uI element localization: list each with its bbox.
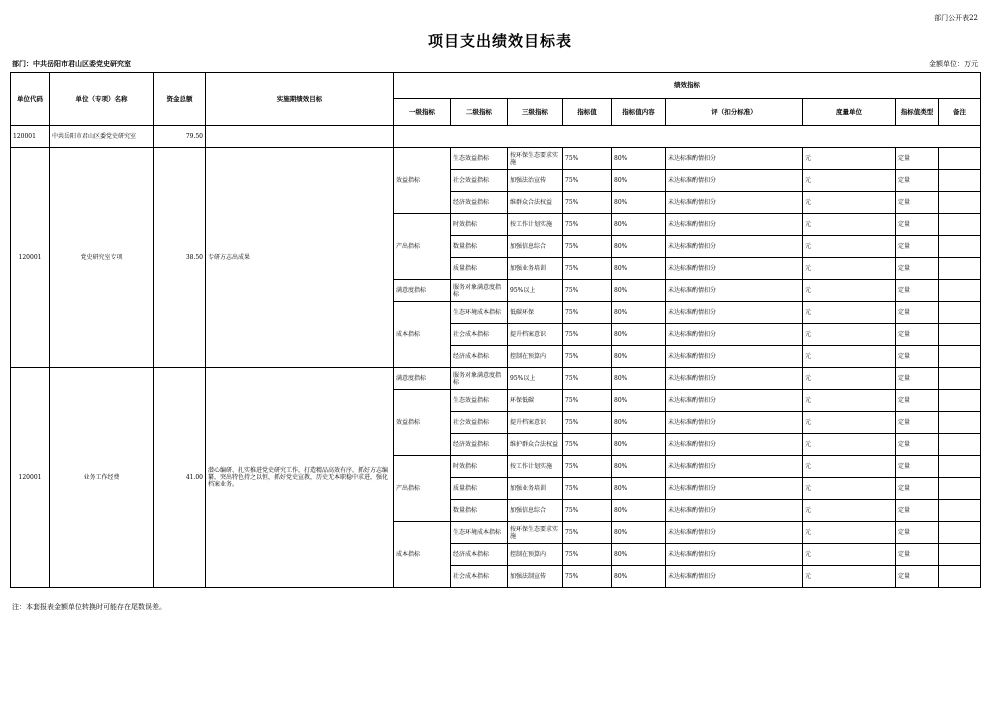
value-type: 定量 <box>896 522 939 544</box>
measure-unit: 元 <box>803 258 896 280</box>
value-type: 定量 <box>896 346 939 368</box>
measure-unit: 元 <box>803 478 896 500</box>
header-level3: 三级指标 <box>508 99 563 126</box>
scoring-standard: 未达标准酌情扣分 <box>666 280 803 302</box>
scoring-standard: 未达标准酌情扣分 <box>666 236 803 258</box>
header-level1: 一级指标 <box>394 99 451 126</box>
level1-indicator: 效益指标 <box>394 148 451 214</box>
scoring-standard: 未达标准酌情扣分 <box>666 566 803 588</box>
remark-cell <box>939 434 981 456</box>
indicator-value: 75% <box>563 434 612 456</box>
header-remark: 备注 <box>939 99 981 126</box>
project-code: 120001 <box>11 368 50 588</box>
measure-unit: 元 <box>803 148 896 170</box>
scoring-standard: 未达标准酌情扣分 <box>666 456 803 478</box>
project-code: 120001 <box>11 148 50 368</box>
indicator-value-content: 80% <box>612 170 666 192</box>
header-indicators: 绩效指标 <box>394 73 981 99</box>
scoring-standard: 未达标准酌情扣分 <box>666 544 803 566</box>
remark-cell <box>939 148 981 170</box>
scoring-standard: 未达标准酌情扣分 <box>666 258 803 280</box>
level3-indicator: 环保低碳 <box>508 390 563 412</box>
level2-indicator: 数量指标 <box>451 236 508 258</box>
level1-indicator: 产出指标 <box>394 456 451 522</box>
level1-indicator: 产出指标 <box>394 214 451 280</box>
summary-name: 中共岳阳市君山区委党史研究室 <box>50 126 154 148</box>
indicator-value-content: 80% <box>612 522 666 544</box>
remark-cell <box>939 280 981 302</box>
scoring-standard: 未达标准酌情扣分 <box>666 192 803 214</box>
value-type: 定量 <box>896 214 939 236</box>
scoring-standard: 未达标准酌情扣分 <box>666 170 803 192</box>
level1-indicator: 满意度指标 <box>394 280 451 302</box>
level2-indicator: 社会成本指标 <box>451 566 508 588</box>
measure-unit: 元 <box>803 522 896 544</box>
measure-unit: 元 <box>803 544 896 566</box>
header-value-content: 指标值内容 <box>612 99 666 126</box>
measure-unit: 元 <box>803 566 896 588</box>
remark-cell <box>939 522 981 544</box>
value-type: 定量 <box>896 500 939 522</box>
indicator-value: 75% <box>563 192 612 214</box>
header-unit-name: 单位（专项）名称 <box>50 73 154 126</box>
level2-indicator: 社会效益指标 <box>451 412 508 434</box>
indicator-value-content: 80% <box>612 500 666 522</box>
remark-cell <box>939 302 981 324</box>
project-amount: 38.50 <box>154 148 206 368</box>
header-value-type: 指标值类型 <box>896 99 939 126</box>
level3-indicator: 按环保生态要求实施 <box>508 148 563 170</box>
project-goal: 潜心编研、扎实推进党史研究工作，打造精品高效有序，抓好方志编纂，突出特色持之以恒，抓好党史宣教，历史无本职稳中求进，强化档案业务。 <box>206 368 394 588</box>
remark-cell <box>939 500 981 522</box>
level3-indicator: 加强法治宣传 <box>508 170 563 192</box>
level2-indicator: 经济成本指标 <box>451 346 508 368</box>
measure-unit: 元 <box>803 434 896 456</box>
project-name: 业务工作经费 <box>50 368 154 588</box>
project-amount: 41.00 <box>154 368 206 588</box>
measure-unit: 元 <box>803 346 896 368</box>
remark-cell <box>939 324 981 346</box>
indicator-value: 75% <box>563 544 612 566</box>
level3-indicator: 提升档案意识 <box>508 324 563 346</box>
department-label: 部门：中共岳阳市君山区委党史研究室 <box>12 59 131 68</box>
value-type: 定量 <box>896 566 939 588</box>
measure-unit: 元 <box>803 412 896 434</box>
scoring-standard: 未达标准酌情扣分 <box>666 302 803 324</box>
level3-indicator: 加强信息综合 <box>508 236 563 258</box>
header-scoring: 评（扣分标准） <box>666 99 803 126</box>
indicator-value: 75% <box>563 368 612 390</box>
indicator-value-content: 80% <box>612 236 666 258</box>
measure-unit: 元 <box>803 236 896 258</box>
value-type: 定量 <box>896 192 939 214</box>
indicator-value: 75% <box>563 302 612 324</box>
measure-unit: 元 <box>803 170 896 192</box>
level2-indicator: 时效指标 <box>451 456 508 478</box>
value-type: 定量 <box>896 434 939 456</box>
indicator-value-content: 80% <box>612 280 666 302</box>
indicator-value: 75% <box>563 148 612 170</box>
remark-cell <box>939 368 981 390</box>
indicator-value: 75% <box>563 346 612 368</box>
value-type: 定量 <box>896 236 939 258</box>
measure-unit: 元 <box>803 500 896 522</box>
indicator-value-content: 80% <box>612 544 666 566</box>
level1-indicator: 满意度指标 <box>394 368 451 390</box>
level3-indicator: 加强法制宣传 <box>508 566 563 588</box>
level2-indicator: 服务对象满意度指标 <box>451 280 508 302</box>
page-title: 项目支出绩效目标表 <box>427 32 572 50</box>
scoring-standard: 未达标准酌情扣分 <box>666 214 803 236</box>
indicator-value-content: 80% <box>612 214 666 236</box>
header-total-funds: 资金总额 <box>154 73 206 126</box>
remark-cell <box>939 170 981 192</box>
value-type: 定量 <box>896 148 939 170</box>
indicator-value-content: 80% <box>612 566 666 588</box>
indicator-value: 75% <box>563 390 612 412</box>
remark-cell <box>939 192 981 214</box>
indicator-value: 75% <box>563 478 612 500</box>
measure-unit: 元 <box>803 302 896 324</box>
header-measure-unit: 度量单位 <box>803 99 896 126</box>
level3-indicator: 低碳环保 <box>508 302 563 324</box>
indicator-value-content: 80% <box>612 434 666 456</box>
value-type: 定量 <box>896 456 939 478</box>
level2-indicator: 经济成本指标 <box>451 544 508 566</box>
summary-empty-cell <box>394 126 981 148</box>
remark-cell <box>939 544 981 566</box>
value-type: 定量 <box>896 368 939 390</box>
indicator-value: 75% <box>563 522 612 544</box>
indicator-value-content: 80% <box>612 346 666 368</box>
remark-cell <box>939 258 981 280</box>
value-type: 定量 <box>896 324 939 346</box>
indicator-value: 75% <box>563 456 612 478</box>
level1-indicator: 成本指标 <box>394 522 451 588</box>
indicator-value: 75% <box>563 280 612 302</box>
scoring-standard: 未达标准酌情扣分 <box>666 390 803 412</box>
level2-indicator: 数量指标 <box>451 500 508 522</box>
measure-unit: 元 <box>803 280 896 302</box>
level3-indicator: 按环保生态要求实施 <box>508 522 563 544</box>
scoring-standard: 未达标准酌情扣分 <box>666 368 803 390</box>
indicator-value-content: 80% <box>612 390 666 412</box>
level3-indicator: 按工作计划实施 <box>508 456 563 478</box>
project-goal: 专研方志出成果 <box>206 148 394 368</box>
level3-indicator: 加强信息综合 <box>508 500 563 522</box>
remark-cell <box>939 412 981 434</box>
remark-cell <box>939 346 981 368</box>
indicator-value: 75% <box>563 214 612 236</box>
level1-indicator: 效益指标 <box>394 390 451 456</box>
summary-amount: 79.50 <box>154 126 206 148</box>
table-row <box>11 148 981 170</box>
summary-empty-cell <box>206 126 394 148</box>
level3-indicator: 95%以上 <box>508 280 563 302</box>
measure-unit: 元 <box>803 192 896 214</box>
scoring-standard: 未达标准酌情扣分 <box>666 478 803 500</box>
measure-unit: 元 <box>803 456 896 478</box>
level3-indicator: 加强业务培训 <box>508 478 563 500</box>
value-type: 定量 <box>896 258 939 280</box>
level3-indicator: 按工作计划实施 <box>508 214 563 236</box>
header-value: 指标值 <box>563 99 612 126</box>
remark-cell <box>939 456 981 478</box>
level2-indicator: 社会效益指标 <box>451 170 508 192</box>
scoring-standard: 未达标准酌情扣分 <box>666 148 803 170</box>
measure-unit: 元 <box>803 390 896 412</box>
header-level2: 二级指标 <box>451 99 508 126</box>
level2-indicator: 生态效益指标 <box>451 390 508 412</box>
value-type: 定量 <box>896 302 939 324</box>
table-row <box>11 368 981 390</box>
measure-unit: 元 <box>803 324 896 346</box>
indicator-value: 75% <box>563 412 612 434</box>
level2-indicator: 生态环境成本指标 <box>451 302 508 324</box>
remark-cell <box>939 236 981 258</box>
summary-row <box>11 126 981 148</box>
performance-target-table <box>10 72 981 588</box>
indicator-value-content: 80% <box>612 456 666 478</box>
level2-indicator: 时效指标 <box>451 214 508 236</box>
value-type: 定量 <box>896 412 939 434</box>
indicator-value-content: 80% <box>612 324 666 346</box>
level3-indicator: 控制在预算内 <box>508 544 563 566</box>
amount-unit-label: 金额单位：万元 <box>929 60 978 68</box>
level2-indicator: 服务对象满意度指标 <box>451 368 508 390</box>
indicator-value-content: 80% <box>612 368 666 390</box>
level2-indicator: 生态环境成本指标 <box>451 522 508 544</box>
level3-indicator: 95%以上 <box>508 368 563 390</box>
value-type: 定量 <box>896 170 939 192</box>
indicator-value: 75% <box>563 566 612 588</box>
footnote: 注：本套报表金额单位转换时可能存在尾数误差。 <box>12 603 166 611</box>
scoring-standard: 未达标准酌情扣分 <box>666 500 803 522</box>
level2-indicator: 经济效益指标 <box>451 192 508 214</box>
level2-indicator: 质量指标 <box>451 478 508 500</box>
value-type: 定量 <box>896 544 939 566</box>
indicator-value-content: 80% <box>612 148 666 170</box>
value-type: 定量 <box>896 390 939 412</box>
level3-indicator: 控制在预算内 <box>508 346 563 368</box>
remark-cell <box>939 214 981 236</box>
header-goal: 实施期绩效目标 <box>206 73 394 126</box>
value-type: 定量 <box>896 280 939 302</box>
scoring-standard: 未达标准酌情扣分 <box>666 346 803 368</box>
value-type: 定量 <box>896 478 939 500</box>
level2-indicator: 经济效益指标 <box>451 434 508 456</box>
indicator-value-content: 80% <box>612 258 666 280</box>
project-name: 党史研究室专项 <box>50 148 154 368</box>
level1-indicator: 成本指标 <box>394 302 451 368</box>
indicator-value: 75% <box>563 258 612 280</box>
indicator-value-content: 80% <box>612 192 666 214</box>
measure-unit: 元 <box>803 214 896 236</box>
header-unit-code: 单位代码 <box>11 73 50 126</box>
scoring-standard: 未达标准酌情扣分 <box>666 324 803 346</box>
level3-indicator: 提升档案意识 <box>508 412 563 434</box>
measure-unit: 元 <box>803 368 896 390</box>
table-number-label: 部门公开表22 <box>934 14 978 22</box>
level2-indicator: 质量指标 <box>451 258 508 280</box>
level2-indicator: 社会成本指标 <box>451 324 508 346</box>
level3-indicator: 维群众合法权益 <box>508 192 563 214</box>
indicator-value-content: 80% <box>612 478 666 500</box>
scoring-standard: 未达标准酌情扣分 <box>666 522 803 544</box>
summary-code: 120001 <box>11 126 50 148</box>
indicator-value-content: 80% <box>612 302 666 324</box>
remark-cell <box>939 478 981 500</box>
remark-cell <box>939 390 981 412</box>
level3-indicator: 维护群众合法权益 <box>508 434 563 456</box>
level2-indicator: 生态效益指标 <box>451 148 508 170</box>
scoring-standard: 未达标准酌情扣分 <box>666 434 803 456</box>
indicator-value: 75% <box>563 236 612 258</box>
scoring-standard: 未达标准酌情扣分 <box>666 412 803 434</box>
level3-indicator: 加强业务培训 <box>508 258 563 280</box>
indicator-value: 75% <box>563 324 612 346</box>
indicator-value: 75% <box>563 170 612 192</box>
remark-cell <box>939 566 981 588</box>
indicator-value-content: 80% <box>612 412 666 434</box>
indicator-value: 75% <box>563 500 612 522</box>
